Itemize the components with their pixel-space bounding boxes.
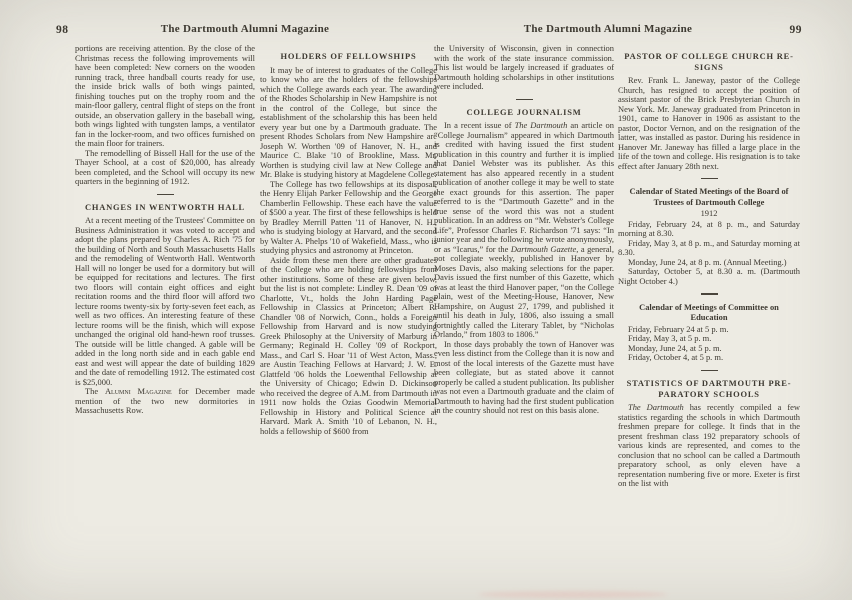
text-run: , a general, not collegiate weekly, published in Hanover by Moses Davis, also making selections for the paper. Davis issued the first number of this Gazette, which was at least the third Hanover paper, “on the College plain, west of the Meeting-House, Hanover, New Hampshire, on August 27, 1799, and published it until his death in July, 1806, also issuing a small fortnightly called the Literary Tablet, by “Nicholas Orlando,” from 1803 to 1806.” xyxy=(434,243,615,340)
paragraph xyxy=(618,267,800,286)
scan-artifact-smudge xyxy=(478,591,668,598)
text-run: portions are receiving attention. By the close of the Christmas recess the following improvements will have been completed: New corners on the wooden running track, three handball courts ready for use, the inside brick walls of both wings painted, finishing touches put on the trophy room and the main-floor gallery, central flight of steps on the front outside, an observation gallery in the baseball wing, both wings lighted with tungsten lamps, a ventilator fan in the locker-room, and two offices furnished on the main floor for trainers. xyxy=(75,43,255,148)
text-run: In those days probably the town of Hanover was even less distinct from the College than it is now and most of the local interests of the Gazette must have been collegiate, but as stated above it cannot properly be called a student publication. Its publisher was not even a Dartmouth graduate and the claim of Dartmouth to having had the first student publication in the country should not rest on this basis alone. xyxy=(434,338,614,416)
text-run: Monday, June 24, at 8 p. m. (Annual Meeting.) xyxy=(628,256,787,267)
text-run: The xyxy=(85,386,105,397)
text-run: The remodelling of Bissell Hall for the use of the Thayer School, at a cost of $20,000, has already been completed, and the School will occupy its new quarters in the beginning of 1912. xyxy=(75,147,255,186)
text-run: Aside from these men there are other graduates of the College who are holding fellowships from other institutions. Some of these are given below, but the list is not complete: Lindley R. Dean '09 of Charlotte, Vt., holds the John Harding Page Fellowship in Classics at Princeton; Albert R. Chandler '08 of Norwich, Conn., holds a Foreign Fellowship from Harvard and is now studying Greek Philosophy at the University of Marburg in Germany; Reginald H. Colley '09 of Rockport, Mass., and Carl S. Hoar '11 of West Acton, Mass., are Austin Teaching Fellows at Harvard; J. W. E. Glattfeld '06 holds the Loewenthal Fellowship at the University of Chicago; Edwin D. Dickinson who received the degree of A.M. from Dartmouth in 1911 now holds the Ozias Goodwin Memorial Fellowship in History and Political Science at Harvard. Mark A. Smith '10 of Lebanon, N. H., holds a fellowship of $600 from xyxy=(260,254,437,436)
section-divider xyxy=(701,370,718,371)
paragraph xyxy=(75,149,255,187)
page-number-right: 99 xyxy=(789,24,802,36)
section-heading: STATISTICS OF DARTMOUTH PRE-PARATORY SCHOOLS xyxy=(626,378,792,399)
paragraph xyxy=(434,121,614,340)
text-run: Alumni Magazine xyxy=(104,386,172,397)
section-heading: COLLEGE JOURNALISM xyxy=(466,106,582,117)
paragraph xyxy=(260,180,437,256)
section-heading: HOLDERS OF FELLOWSHIPS xyxy=(280,51,417,61)
text-run: It may be of interest to graduates of the College to know who are the holders of the fellowships which the College awards each year. The awarding of the Rhodes Scholarship in New Hampshire is not in the control of the College, but since the establishment of the scholarship this has been held every year but one by a Dartmouth graduate. The present Rhodes Scholars from New Hampshire are Joseph W. Worthen '09 of Hanover, N. H., and Maurice C. Blake '10 of Brookline, Mass. Mr. Worthen is studying civil law at New College and Mr. Blake is studying history at Magdelene College. xyxy=(260,64,437,179)
paragraph xyxy=(618,76,800,171)
text-run: Rev. Frank L. Janeway, pastor of the College Church, has resigned to accept the position of assistant pastor of the Brick Presbyterian Church in New York. Mr. Janeway graduated from Princeton in 1901, came to Hanover in 1906 as assistant to the pastor, Doctor Vernon, and on the resignation of the latter, was installed as pastor. During his residence in Hanover Mr. Janeway has filled a large place in the life of the town and college. His resignation is to take effect after January 28th next. xyxy=(618,75,800,171)
text-run: In a recent issue of xyxy=(444,120,515,131)
text-run: At a recent meeting of the Trustees' Committee on Business Administration it was voted to accept and adopt the plans prepared by Charles A. Rich '75 for the building of North and South Massachusetts Halls and the remodeling of Wentworth Hall. Wentworth Hall will no longer be used for a dormitory but will be equipped for recitations and lectures. The first two floors will contain eight offices and eight recitation rooms and the third floor will afford two lecture rooms twenty-six by forty-seven feet each, as well as two offices. An interesting feature of these lecture rooms will be the finish, which will expose unchanged the original old hand-hewn roof trusses. The outside will be little changed. A gable will be added in the long north side and in each gable end east and west will appear the date of building 1829 and the date of remodelling 1912. The estimated cost is $25,000. xyxy=(75,215,255,387)
calendar-heading: Calendar of Meetings of Committee on Education xyxy=(639,301,779,323)
text-run: The College has two fellowships at its disposal, the Henry Elijah Parker Fellowship and the George Chamberlin Fellowship. These each have the value of $500 a year. The first of these fellowships is held by Bradley Merrill Patten '11 of Hanover, N. H., who is studying biology at Harvard, and the second by Walter A. Phelps '10 of Wakefield, Mass., who is studying physics and astronomy at Princeton. xyxy=(260,178,437,255)
text-column-2 xyxy=(260,44,437,436)
calendar-line: Friday, May 3, at 5 p. m. xyxy=(628,333,712,344)
text-column-4 xyxy=(618,44,800,489)
calendar-line: Monday, June 24, at 5 p. m. xyxy=(628,342,722,353)
text-run: Friday, May 3, at 8 p. m., and Saturday morning at 8.30. xyxy=(618,237,800,258)
paragraph xyxy=(618,239,800,258)
calendar-heading: Calendar of Stated Meetings of the Board of Trustees of Dartmouth College xyxy=(629,186,789,207)
running-title-right: The Dartmouth Alumni Magazine xyxy=(523,23,693,35)
paragraph xyxy=(75,387,255,416)
text-run: for December made mention of the two new dormitories in Massachusetts Row. xyxy=(75,386,255,416)
page-number-left: 98 xyxy=(56,24,69,36)
text-run: an article on “College Journalism” appeared in which Dartmouth is credited with having issued the first student publication in this country and further it is implied that Daniel Webster was its publisher. As this statement has also appeared recently in a student publication of another college it may be well to state the exact grounds for this assertion. The paper referred to is the “Dartmouth Gazette” and in the true sense of the word this was not a student publication. In an address on “Mr. Webster's College Life”, Professor Charles F. Richardson '71 says: “In junior year and the following he wrote anonymously, or as “Icarus,” for the xyxy=(434,120,614,254)
running-title-left: The Dartmouth Alumni Magazine xyxy=(160,23,330,35)
section-divider xyxy=(157,194,174,195)
text-run: The Dartmouth xyxy=(514,120,568,131)
text-run: Saturday, October 5, at 8.30 a. m. (Dartmouth Night October 4.) xyxy=(618,266,800,286)
section-divider xyxy=(701,178,718,179)
paragraph xyxy=(75,216,255,387)
paragraph xyxy=(75,44,255,149)
paragraph xyxy=(618,403,800,489)
paragraph xyxy=(618,220,800,239)
calendar-line: Friday, October 4, at 5 p. m. xyxy=(628,352,724,363)
text-run: Dartmouth Gazette xyxy=(510,243,577,254)
text-column-3 xyxy=(434,44,614,416)
text-run: The Dartmouth xyxy=(628,402,684,413)
section-heading: PASTOR OF COLLEGE CHURCH RE-SIGNS xyxy=(624,51,794,72)
section-divider xyxy=(701,293,718,294)
paragraph xyxy=(434,44,614,92)
text-run: Friday, February 24, at 8 p. m., and Saturday morning at 8.30. xyxy=(618,218,800,239)
year-label: 1912 xyxy=(700,208,718,219)
section-divider xyxy=(516,99,533,100)
paragraph xyxy=(260,256,437,437)
text-column-1 xyxy=(75,44,255,416)
text-run: the University of Wisconsin, given in connection with the work of the state insurance commission. This list would be largely increased if graduates of Dartmouth holding scholarships in other institutions were included. xyxy=(434,43,614,91)
paragraph xyxy=(260,66,437,180)
section-heading: CHANGES IN WENTWORTH HALL xyxy=(85,201,245,212)
text-run: has recently compiled a few statistics regarding the schools in which Dartmouth freshmen prepare for college. It finds that in the present freshman class 192 preparatory schools of various kinds are represented, and comes to the conclusion that no school can be called a Dartmouth preparatory school, as only eleven have a representation numbering five or more. Exeter is first on the list with xyxy=(618,402,800,489)
calendar-line: Friday, February 24 at 5 p. m. xyxy=(628,323,729,334)
paragraph xyxy=(434,340,614,416)
